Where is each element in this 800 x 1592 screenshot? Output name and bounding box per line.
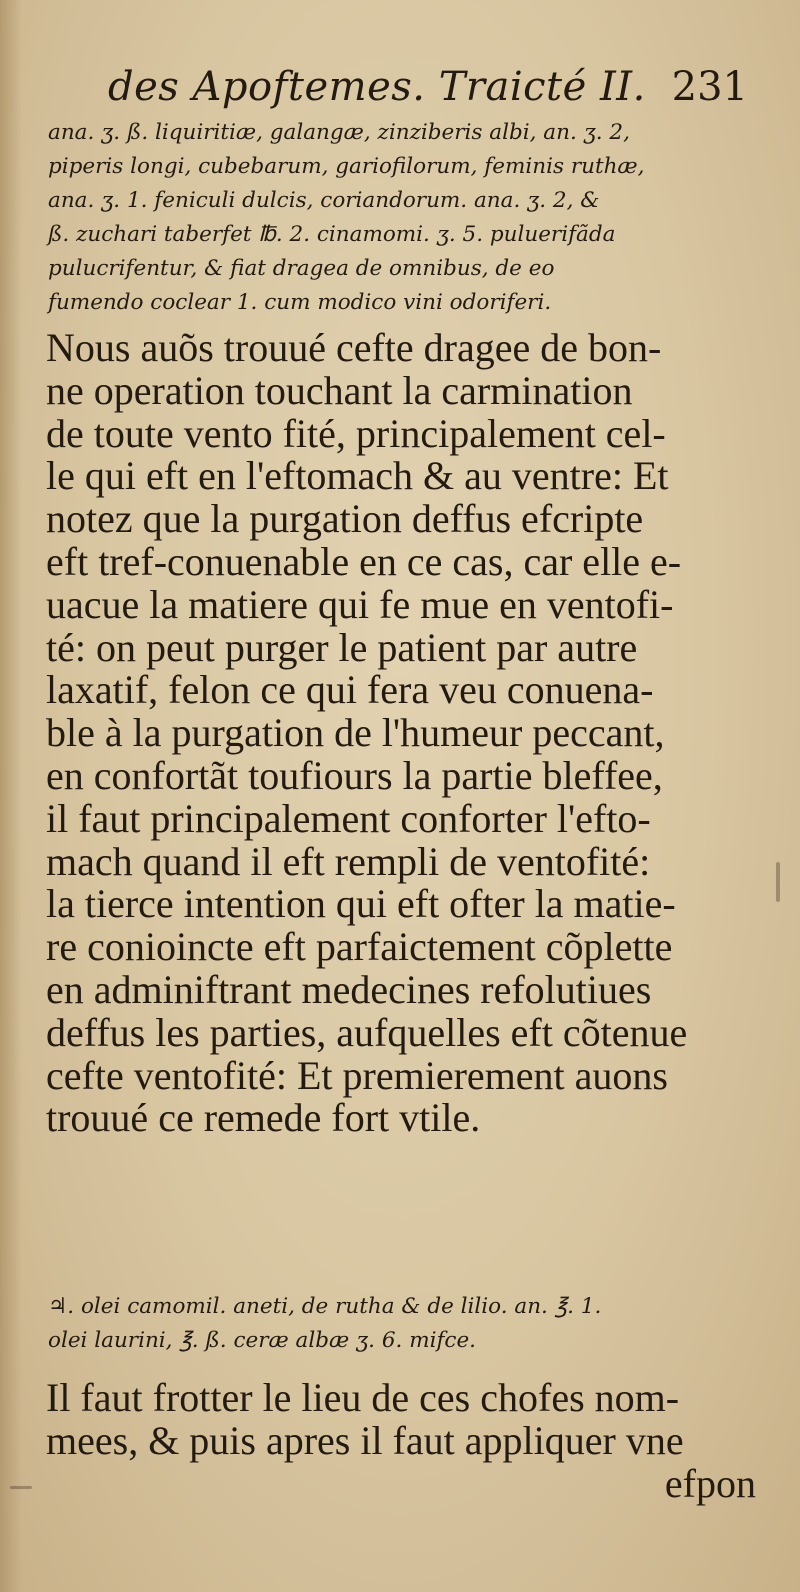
text-line: en confortãt toufiours la partie bleffee, — [46, 752, 663, 798]
text-line: té: on peut purger le patient par autre — [46, 624, 638, 670]
recipe-line: piperis longi, cubebarum, gariofilorum, feminis ruthæ, — [48, 154, 645, 179]
text-line: uacue la matiere qui fe mue en ventofi- — [46, 581, 674, 627]
text-line: re conioincte eft parfaictement cõplette — [46, 924, 673, 970]
recipe-line: ♃. olei camomil. aneti, de rutha & de lilio. an. ℥. 1. — [48, 1294, 602, 1319]
recipe-line: fumendo coclear 1. cum modico vini odoriferi. — [48, 290, 552, 315]
text-line: eft tref-conuenable en ce cas, car elle e- — [46, 538, 682, 584]
ink-speck — [10, 1486, 32, 1489]
text-line: efpon — [664, 1460, 756, 1506]
text-line: cefte ventofité: Et premierement auons — [46, 1052, 668, 1098]
text-line: laxatif, felon ce qui fera veu conuena- — [46, 667, 654, 713]
body-paragraph-1 — [46, 327, 756, 1140]
text-line: Il faut frotter le lieu de ces chofes nom- — [46, 1375, 680, 1420]
running-header — [108, 62, 748, 112]
text-line: de toute vento fité, principalement cel- — [46, 410, 666, 456]
recipe-block-2 — [48, 1290, 748, 1358]
text-line: notez que la purgation deffus efcripte — [46, 496, 644, 542]
text-line: en adminiftrant medecines refolutiues — [46, 966, 652, 1012]
recipe-line: ana. ʒ. ß. liquiritiæ, galangæ, zinziberis albi, an. ʒ. 2, — [48, 120, 630, 145]
page-number: 231 — [671, 64, 748, 110]
recipe-line: pulucrifentur, & fiat dragea de omnibus, de eo — [48, 256, 555, 281]
text-line: ne operation touchant la carmination — [46, 367, 633, 413]
text-line: il faut principalement conforter l'efto- — [46, 795, 651, 841]
text-line: la tierce intention qui eft ofter la matie- — [46, 881, 676, 927]
text-line: trouué ce remede fort vtile. — [46, 1095, 481, 1141]
body-paragraph-2 — [46, 1377, 756, 1505]
recipe-block-1 — [48, 116, 748, 320]
ink-speck — [776, 862, 780, 902]
text-line: Nous auõs trouué cefte dragee de bon- — [46, 325, 662, 370]
page-gutter-shadow — [0, 0, 22, 1592]
recipe-line: ana. ʒ. 1. feniculi dulcis, coriandorum. ana. ʒ. 2, & — [48, 188, 600, 213]
text-line: deffus les parties, aufquelles eft cõtenue — [46, 1009, 688, 1055]
text-line: mach quand il eft rempli de ventofité: — [46, 838, 651, 884]
recipe-line: olei laurini, ℥. ß. ceræ albæ ʒ. 6. mifce. — [48, 1328, 477, 1353]
text-line: le qui eft en l'eftomach & au ventre: Et — [46, 453, 669, 499]
text-line: ble à la purgation de l'humeur peccant, — [46, 710, 665, 756]
text-line: mees, & puis apres il faut appliquer vne — [46, 1417, 684, 1463]
running-title: des Apoftemes. Traicté II. — [108, 64, 646, 110]
recipe-line: ß. zuchari taberfet ℔. 2. cinamomi. ʒ. 5. puluerifãda — [48, 222, 616, 247]
